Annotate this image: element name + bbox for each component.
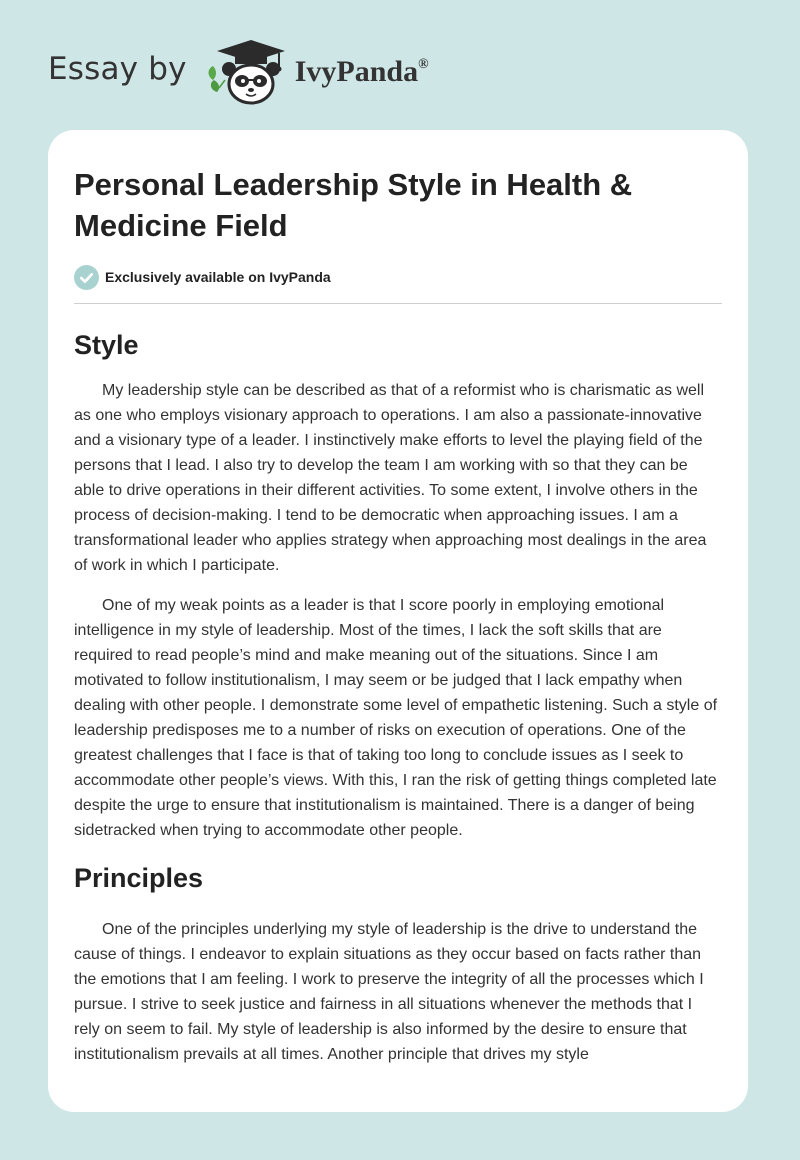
page-title: Personal Leadership Style in Health & Medicine Field: [74, 167, 633, 243]
section-heading-style: Style: [74, 330, 139, 360]
site-header: [48, 36, 429, 106]
paragraph: One of my weak points as a leader is that I score poorly in employing emotional intelligence in my style of leadership. Most of the times, I lack the soft skills that are required to read people’s mind and make meaning out of the situations. Since I am motivated to follow institutionalism, I may seem or be judged that I lack empathy when dealing with other people. I demonstrate some level of empathetic listening. Such a style of leadership predisposes me to a number of risks on execution of operations. One of the greatest challenges that I face is that of taking too long to conclude issues as I seek to accommodate other people’s views. With this, I ran the risk of getting things completed late despite the urge to ensure that institutionalism is maintained. There is a danger of being sidetracked when trying to accommodate other people.: [74, 597, 718, 839]
exclusive-badge-label: Exclusively available on IvyPanda: [105, 269, 331, 285]
essay-by-label: Essay by: [48, 51, 187, 87]
section-heading-principles: Principles: [74, 863, 204, 893]
paragraph: One of the principles underlying my style of leadership is the drive to understand the cause of things. I endeavor to explain situations as they occur based on facts rather than the emotions that I am feeling. I work to preserve the integrity of all the processes which I pursue. I strive to seek justice and fairness in all situations whenever the methods that I rely on seem to fail. My style of leadership is also informed by the desire to ensure that institutionalism prevails at all times. Another principle that drives my style: [74, 921, 704, 1063]
ivypanda-logo-icon[interactable]: [199, 36, 289, 106]
check-circle-icon: [74, 265, 99, 290]
paragraph: My leadership style can be described as that of a reformist who is charismatic as well as one who employs visionary approach to operations. I am also a passionate-innovative and a visionary type of a leader. I instinctively make efforts to level the playing field of the persons that I lead. I also try to develop the team I am working with so that they can be able to drive operations in their different activities. To some extent, I involve others in the process of decision-making. I tend to be democratic when approaching issues. I am a transformational leader who applies strategy when approaching most dealings in the area of work in which I participate.: [74, 382, 707, 574]
exclusive-badge: [74, 264, 722, 290]
essay-card: [48, 130, 748, 1112]
registered-mark: ®: [418, 57, 429, 72]
title-divider: [74, 303, 722, 304]
brand-name[interactable]: IvyPanda®: [294, 55, 429, 88]
